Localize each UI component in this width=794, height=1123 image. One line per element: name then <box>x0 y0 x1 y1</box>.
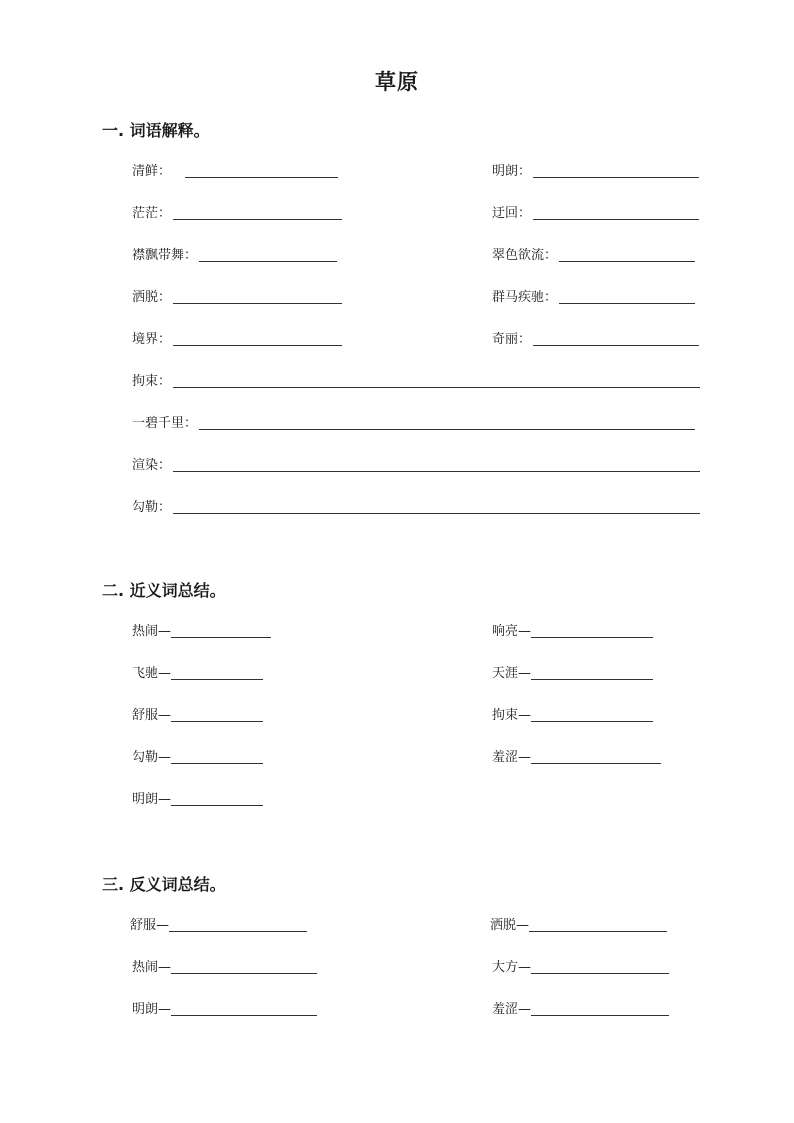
answer-blank[interactable] <box>533 344 699 346</box>
item-qunmajichi <box>492 286 695 306</box>
antonym-satuo <box>490 914 667 934</box>
answer-blank[interactable] <box>199 428 695 430</box>
answer-blank[interactable] <box>531 636 653 638</box>
synonym-xiuse <box>492 746 661 766</box>
item-label: 群马疾驰： <box>492 290 558 305</box>
item-label: 大方— <box>492 960 532 975</box>
answer-blank[interactable] <box>173 344 342 346</box>
answer-blank[interactable] <box>531 972 669 974</box>
item-label: 奇丽： <box>492 332 532 347</box>
synonym-shufu <box>132 704 263 724</box>
item-label: 渲染： <box>132 458 172 473</box>
answer-blank[interactable] <box>173 470 700 472</box>
item-minglang <box>492 160 699 180</box>
item-mangmang <box>132 202 342 222</box>
answer-blank[interactable] <box>199 260 337 262</box>
item-label: 勾勒— <box>132 750 172 765</box>
answer-blank[interactable] <box>185 176 338 178</box>
answer-blank[interactable] <box>171 678 263 680</box>
answer-blank[interactable] <box>531 720 653 722</box>
answer-blank[interactable] <box>171 1014 317 1016</box>
item-label: 舒服— <box>130 918 170 933</box>
item-label: 翠色欲流： <box>492 248 558 263</box>
item-label: 羞涩— <box>492 1002 532 1017</box>
answer-blank[interactable] <box>173 218 342 220</box>
item-cuiseyuliu <box>492 244 695 264</box>
synonym-feichi <box>132 662 263 682</box>
item-label: 明朗— <box>132 1002 172 1017</box>
synonym-renao <box>132 620 271 640</box>
answer-blank[interactable] <box>531 762 661 764</box>
item-jushu <box>132 370 700 390</box>
page-title: 草原 <box>375 70 419 94</box>
section-heading-synonyms: 二. 近义词总结。 <box>102 581 226 600</box>
synonym-goule <box>132 746 263 766</box>
section-heading-word-explanation: 一. 词语解释。 <box>102 121 210 140</box>
item-label: 洒脱— <box>490 918 530 933</box>
item-label: 迂回： <box>492 206 532 221</box>
item-label: 一碧千里： <box>132 416 198 431</box>
item-goule <box>132 496 700 516</box>
item-label: 洒脱： <box>132 290 172 305</box>
answer-blank[interactable] <box>529 930 667 932</box>
answer-blank[interactable] <box>559 260 695 262</box>
item-label: 境界： <box>132 332 172 347</box>
item-xuanran <box>132 454 700 474</box>
answer-blank[interactable] <box>171 804 263 806</box>
item-yuhui <box>492 202 699 222</box>
item-label: 襟飘带舞： <box>132 248 198 263</box>
item-label: 清鲜： <box>132 164 172 179</box>
answer-blank[interactable] <box>171 636 271 638</box>
item-label: 天涯— <box>492 666 532 681</box>
antonym-xiuse <box>492 998 669 1018</box>
synonym-tianya <box>492 662 653 682</box>
item-label: 拘束— <box>492 708 532 723</box>
item-label: 舒服— <box>132 708 172 723</box>
synonym-jushu <box>492 704 653 724</box>
item-jingjie <box>132 328 342 348</box>
item-label: 热闹— <box>132 960 172 975</box>
antonym-minglang <box>132 998 317 1018</box>
answer-blank[interactable] <box>171 972 317 974</box>
answer-blank[interactable] <box>173 512 700 514</box>
antonym-renao <box>132 956 317 976</box>
item-label: 明朗： <box>492 164 532 179</box>
item-label: 飞驰— <box>132 666 172 681</box>
answer-blank[interactable] <box>533 218 699 220</box>
antonym-dafang <box>492 956 669 976</box>
item-jinpiaodaiwu <box>132 244 337 264</box>
answer-blank[interactable] <box>533 176 699 178</box>
item-label: 勾勒： <box>132 500 172 515</box>
answer-blank[interactable] <box>171 720 263 722</box>
answer-blank[interactable] <box>169 930 307 932</box>
item-qili <box>492 328 699 348</box>
item-label: 热闹— <box>132 624 172 639</box>
answer-blank[interactable] <box>531 1014 669 1016</box>
answer-blank[interactable] <box>531 678 653 680</box>
answer-blank[interactable] <box>173 302 342 304</box>
item-yibiqianli <box>132 412 695 432</box>
item-label: 羞涩— <box>492 750 532 765</box>
item-label: 响亮— <box>492 624 532 639</box>
answer-blank[interactable] <box>171 762 263 764</box>
antonym-shufu <box>130 914 307 934</box>
item-label: 茫茫： <box>132 206 172 221</box>
answer-blank[interactable] <box>559 302 695 304</box>
synonym-xiangliang <box>492 620 653 640</box>
item-satuo <box>132 286 342 306</box>
item-label: 拘束： <box>132 374 172 389</box>
item-label: 明朗— <box>132 792 172 807</box>
answer-blank[interactable] <box>173 386 700 388</box>
item-qingxian <box>132 160 338 180</box>
synonym-minglang <box>132 788 263 808</box>
section-heading-antonyms: 三. 反义词总结。 <box>102 875 226 894</box>
